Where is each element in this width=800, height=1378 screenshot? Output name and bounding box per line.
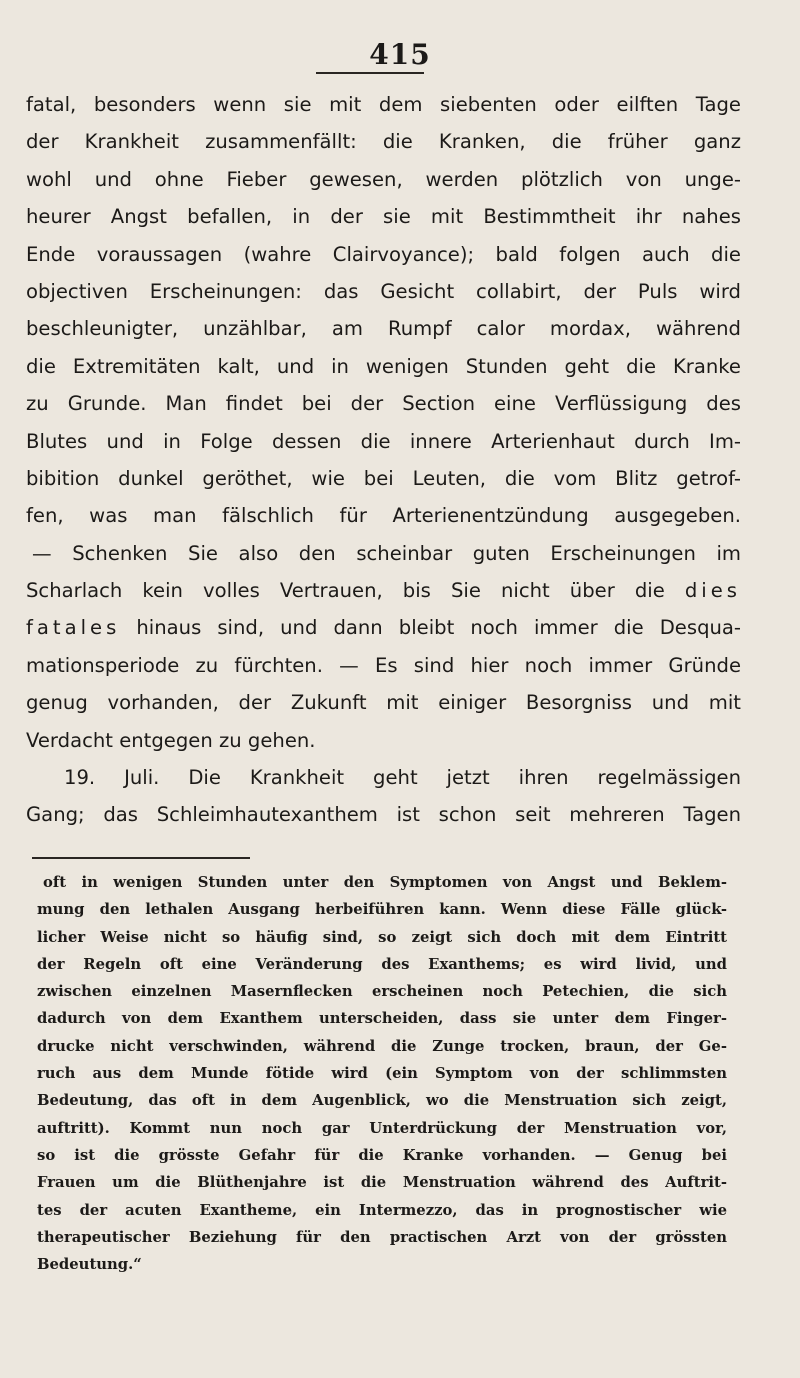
footnote-line: mung den lethalen Ausgang herbeiführen kann. Wenn diese Fälle glück-	[37, 901, 727, 919]
body-line: Blutes und in Folge dessen die innere Arterienhaut durch Im-	[26, 429, 741, 453]
body-line: mationsperiode zu fürchten. — Es sind hier noch immer Gründe	[26, 653, 741, 677]
body-line-with-spaced-word	[26, 572, 741, 609]
body-line: die Extremitäten kalt, und in wenigen Stunden geht die Kranke	[26, 354, 741, 378]
body-line: bibition dunkel geröthet, wie bei Leuten, die vom Blitz getrof-	[26, 466, 741, 490]
body-line: 19. Juli. Die Krankheit geht jetzt ihren regelmässigen	[64, 766, 741, 790]
footnote-line: zwischen einzelnen Masernflecken erscheinen noch Petechien, die sich	[37, 983, 727, 1001]
body-line: Verdacht entgegen zu gehen.	[26, 728, 316, 752]
footnote-rule	[32, 857, 250, 859]
footnote	[37, 869, 727, 1278]
footnote-line: der Regeln oft eine Veränderung des Exanthems; es wird livid, und	[37, 955, 727, 973]
body-line: zu Grunde. Man findet bei der Section eine Verflüssigung des	[26, 392, 741, 416]
footnote-line: ruch aus dem Munde fötide wird (ein Symptom von der schlimmsten	[37, 1065, 727, 1083]
footnote-line: so ist die grösste Gefahr für die Kranke vorhanden. — Genug bei	[37, 1146, 727, 1164]
footnote-line: therapeutischer Beziehung für den practischen Arzt von der grössten	[37, 1228, 727, 1246]
body-line-with-spaced-word	[26, 609, 741, 646]
body-line: Gang; das Schleimhautexanthem ist schon seit mehreren Tagen	[26, 803, 741, 827]
footnote-line: dadurch von dem Exanthem unterscheiden, dass sie unter dem Finger-	[37, 1010, 727, 1028]
body-line: heurer Angst befallen, in der sie mit Bestimmtheit ihr nahes	[26, 205, 741, 229]
page-number: 415	[369, 38, 431, 71]
header-rule	[316, 72, 424, 74]
body-line: genug vorhanden, der Zukunft mit einiger Besorgniss und mit	[26, 691, 741, 715]
footnote-line: drucke nicht verschwinden, während die Zunge trocken, braun, der Ge-	[37, 1037, 727, 1055]
body-line: der Krankheit zusammenfällt: die Kranken, die früher ganz	[26, 130, 741, 154]
footnote-line: Bedeutung, das oft in dem Augenblick, wo die Menstruation sich zeigt,	[37, 1092, 727, 1110]
body-line: wohl und ohne Fieber gewesen, werden plötzlich von unge-	[26, 167, 741, 191]
footnote-line: auftritt). Kommt nun noch gar Unterdrückung der Menstruation vor,	[37, 1119, 727, 1137]
footnote-line: licher Weise nicht so häufig sind, so zeigt sich doch mit dem Eintritt	[37, 928, 727, 946]
body-line: — Schenken Sie also den scheinbar guten Erscheinungen im	[32, 541, 741, 565]
body-line: fatal, besonders wenn sie mit dem siebenten oder eilften Tage	[26, 93, 741, 116]
footnote-line: tes der acuten Exantheme, ein Intermezzo, das in prognostischer wie	[37, 1201, 727, 1219]
spaced-emphasis-word: fatales	[26, 616, 121, 640]
body-line: fen, was man fälschlich für Arterienentzündung ausgegeben.	[26, 504, 741, 528]
body-line-text: hinaus sind, und dann bleibt noch immer die Desqua-	[136, 616, 742, 640]
body-line-text: Scharlach kein volles Vertrauen, bis Sie nicht über die	[26, 579, 665, 603]
body-line: beschleunigter, unzählbar, am Rumpf calor mordax, während	[26, 317, 741, 341]
body-line: objectiven Erscheinungen: das Gesicht collabirt, der Puls wird	[26, 279, 741, 303]
footnote-line: Frauen um die Blüthenjahre ist die Menstruation während des Auftrit-	[37, 1174, 727, 1192]
footnote-line: Bedeutung.“	[37, 1256, 142, 1274]
body-line: Ende voraussagen (wahre Clairvoyance); bald folgen auch die	[26, 242, 741, 266]
spaced-emphasis-word: dies	[684, 579, 741, 603]
footnote-line: oft in wenigen Stunden unter den Symptomen von Angst und Beklem-	[43, 874, 727, 891]
body-text	[26, 86, 741, 834]
